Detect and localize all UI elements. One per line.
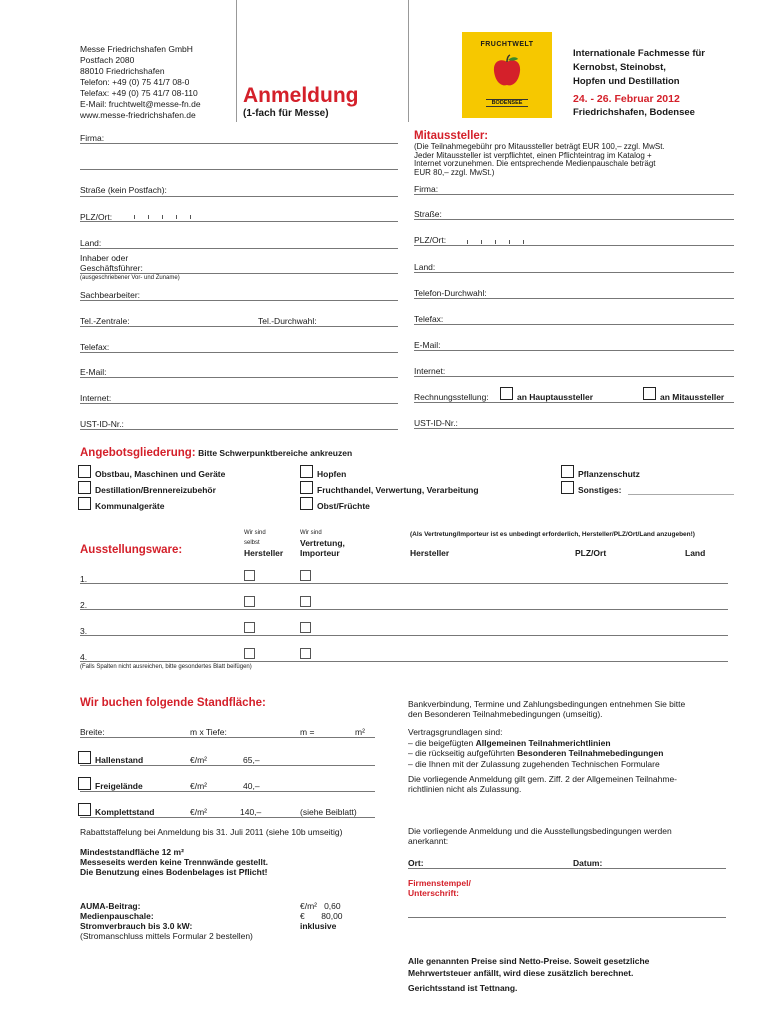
logo-top-text: FRUCHTWELT — [480, 41, 534, 48]
hallenstand-checkbox[interactable] — [78, 751, 91, 764]
strom-note: (Stromanschluss mittels Formular 2 bestellen) — [80, 931, 253, 941]
organizer-fax: Telefax: +49 (0) 75 41/7 08-110 — [80, 88, 198, 98]
dimensions-field[interactable] — [80, 737, 375, 738]
rechnung-haupt-checkbox[interactable] — [500, 387, 513, 400]
datum-label: Datum: — [573, 858, 603, 868]
vertrag-item-1-prefix: – die beigefügten — [408, 737, 476, 748]
col1-small-2: selbst — [244, 540, 260, 546]
organizer-address: Postfach 2080 — [80, 55, 135, 65]
row-2-line[interactable] — [80, 609, 728, 610]
freigelaende-line — [80, 791, 375, 792]
checkbox-obst[interactable] — [300, 497, 313, 510]
mindest-line-3: Die Benutzung eines Bodenbelages ist Pflicht! — [80, 867, 268, 877]
anerkannt-line-1: Die vorliegende Anmeldung und die Ausstellungsbedingungen werden — [408, 826, 672, 836]
row-4-number: 4. — [80, 652, 88, 662]
mit-telefon-field[interactable] — [414, 298, 734, 299]
mindest-block — [80, 847, 268, 877]
vertrag-item-3: – die Ihnen mit der Zulassung zugehenden Technischen Formulare — [408, 758, 660, 769]
tiefe-label: m x Tiefe: — [190, 727, 227, 737]
row-3-hersteller-checkbox[interactable] — [244, 622, 255, 633]
row-1-vertretung-checkbox[interactable] — [300, 570, 311, 581]
apple-icon — [491, 54, 523, 88]
event-block — [573, 47, 705, 120]
m2-label: m² — [355, 727, 365, 737]
label-fruchthandel: Fruchthandel, Verwertung, Verarbeitung — [317, 485, 479, 495]
strasse-field[interactable] — [80, 196, 398, 197]
telefax-field[interactable] — [80, 352, 398, 353]
mit-plz-label: PLZ/Ort: — [414, 235, 447, 245]
mit-email-label: E-Mail: — [414, 340, 441, 350]
checkbox-obstbau[interactable] — [78, 465, 91, 478]
internet-field[interactable] — [80, 403, 398, 404]
netto-block — [408, 955, 649, 994]
organizer-email: E-Mail: fruchtwelt@messe-fn.de — [80, 99, 201, 109]
auma-value: €/m² 0,60 — [300, 901, 341, 911]
label-sonstiges: Sonstiges: — [578, 485, 622, 495]
stempel-label — [408, 878, 471, 898]
rabatt-text: Rabattstaffelung bei Anmeldung bis 31. Juli 2011 (siehe 10b umseitig) — [80, 827, 343, 837]
mit-ust-field[interactable] — [414, 428, 734, 429]
mindest-line-2: Messeseits werden keine Trennwände gestellt. — [80, 857, 269, 867]
angebot-header — [80, 447, 352, 459]
label-pflanzenschutz: Pflanzenschutz — [578, 469, 640, 479]
col-hersteller: Hersteller — [410, 548, 450, 558]
email-label: E-Mail: — [80, 367, 107, 377]
mitaussteller-info-2: Jeder Mitaussteller ist verpflichtet, einen Pflichteintrag im Katalog + — [414, 150, 652, 160]
checkbox-kommunal[interactable] — [78, 497, 91, 510]
gilt-block — [408, 774, 677, 794]
row-2-vertretung-checkbox[interactable] — [300, 596, 311, 607]
netto-line-2: Mehrwertsteuer anfällt, wird diese zusätzlich berechnet. — [408, 968, 634, 978]
land-field[interactable] — [80, 248, 398, 249]
sachbearbeiter-label: Sachbearbeiter: — [80, 290, 141, 300]
komplettstand-line — [80, 817, 375, 818]
event-place: Friedrichshafen, Bodensee — [573, 107, 695, 118]
anerkannt-block — [408, 826, 672, 846]
vertrag-item-1 — [408, 738, 663, 749]
col-land: Land — [685, 548, 706, 558]
rechnung-haupt-label: an Hauptaussteller — [517, 392, 594, 402]
strom-value: inklusive — [300, 921, 337, 931]
checkbox-destillation[interactable] — [78, 481, 91, 494]
ort-datum-field[interactable] — [408, 868, 726, 869]
netto-line-1: Alle genannten Preise sind Netto-Preise. Soweit gesetzliche — [408, 956, 650, 966]
komplettstand-price: 140,– — [240, 807, 262, 817]
label-hopfen: Hopfen — [317, 469, 347, 479]
ausstellung-footnote: (Falls Spalten nicht ausreichen, bitte gesondertes Blatt beifügen) — [80, 664, 252, 670]
firma-field-2[interactable] — [80, 169, 398, 170]
checkbox-pflanzenschutz[interactable] — [561, 465, 574, 478]
rechnung-line — [414, 402, 734, 403]
row-4-hersteller-checkbox[interactable] — [244, 648, 255, 659]
row-1-line[interactable] — [80, 583, 728, 584]
checkbox-sonstiges[interactable] — [561, 481, 574, 494]
ausstellung-note: (Als Vertretung/Importeur ist es unbedingt erforderlich, Hersteller/PLZ/Ort/Land anzugeben!) — [410, 531, 695, 538]
label-kommunal: Kommunalgeräte — [95, 501, 165, 511]
vertrag-block — [408, 727, 663, 769]
event-line-1: Internationale Fachmesse für — [573, 48, 705, 59]
tel-zentrale-label: Tel.-Zentrale: — [80, 316, 130, 326]
col1-small-1: Wir sind — [244, 530, 266, 536]
inhaber-label-1: Inhaber oder — [80, 253, 129, 263]
mit-internet-label: Internet: — [414, 366, 446, 376]
row-1-hersteller-checkbox[interactable] — [244, 570, 255, 581]
mit-telefon-label: Telefon-Durchwahl: — [414, 288, 487, 298]
plz-digit-boxes[interactable] — [120, 215, 200, 219]
angebot-heading: Angebotsgliederung: — [80, 447, 196, 459]
tel-field[interactable] — [80, 326, 398, 327]
strom-label: Stromverbrauch bis 3.0 kW: — [80, 921, 193, 931]
vertrag-item-1-bold: Allgemeinen Teilnahmerichtlinien — [475, 737, 611, 748]
page-subtitle: (1-fach für Messe) — [243, 108, 329, 119]
row-4-vertretung-checkbox[interactable] — [300, 648, 311, 659]
row-3-number: 3. — [80, 626, 88, 636]
rechnung-label: Rechnungsstellung: — [414, 392, 489, 402]
row-4-line[interactable] — [80, 661, 728, 662]
mit-internet-field[interactable] — [414, 376, 734, 377]
label-obst: Obst/Früchte — [317, 501, 370, 511]
freigelaende-checkbox[interactable] — [78, 777, 91, 790]
event-line-2: Kernobst, Steinobst, — [573, 62, 666, 73]
page-title: Anmeldung — [243, 84, 359, 107]
row-1-number: 1. — [80, 574, 88, 584]
hallenstand-label: Hallenstand — [95, 755, 144, 765]
rechnung-mit-checkbox[interactable] — [643, 387, 656, 400]
ort-label: Ort: — [408, 858, 424, 868]
inhaber-label-2: Geschäftsführer: — [80, 263, 143, 273]
mit-land-label: Land: — [414, 262, 436, 272]
plz-label: PLZ/Ort: — [80, 212, 113, 222]
col-plz-ort: PLZ/Ort — [575, 548, 607, 558]
gilt-line-1: Die vorliegende Anmeldung gilt gem. Ziff. 2 der Allgemeinen Teilnahme- — [408, 774, 678, 784]
mit-strasse-label: Straße: — [414, 209, 442, 219]
event-dates: 24. - 26. Februar 2012 — [573, 93, 680, 105]
row-2-hersteller-checkbox[interactable] — [244, 596, 255, 607]
hallenstand-unit: €/m² — [190, 755, 207, 765]
tel-durchwahl-label: Tel.-Durchwahl: — [258, 316, 317, 326]
organizer-block — [80, 44, 201, 121]
email-field[interactable] — [80, 377, 398, 378]
mit-firma-label: Firma: — [414, 184, 439, 194]
komplettstand-label: Komplettstand — [95, 807, 155, 817]
firma-field[interactable] — [80, 143, 398, 144]
bank-line-2: den Besonderen Teilnahmebedingungen (umseitig). — [408, 709, 603, 719]
mitaussteller-info-1: (Die Teilnahmegebühr pro Mitaussteller beträgt EUR 100,– zzgl. MwSt. — [414, 142, 665, 151]
medien-label: Medienpauschale: — [80, 911, 154, 921]
mitaussteller-info-3: Internet vorzunehmen. Die entsprechende Medienpauschale beträgt — [414, 159, 656, 168]
mitaussteller-heading: Mitaussteller: — [414, 130, 489, 142]
angebot-hint: Bitte Schwerpunktbereiche ankreuzen — [198, 448, 353, 458]
gilt-line-2: richtlinien nicht als Zulassung. — [408, 784, 522, 794]
rechnung-mit-label: an Mitaussteller — [660, 392, 725, 402]
internet-label: Internet: — [80, 393, 112, 403]
anerkannt-line-2: anerkannt: — [408, 836, 449, 846]
mit-plz-field[interactable] — [414, 245, 734, 246]
inhaber-field[interactable] — [80, 273, 398, 274]
mit-firma-field[interactable] — [414, 194, 734, 195]
komplettstand-note: (siehe Beiblatt) — [300, 807, 357, 817]
vertrag-heading: Vertragsgrundlagen sind: — [408, 727, 503, 737]
telefax-label: Telefax: — [80, 342, 110, 352]
komplettstand-unit: €/m² — [190, 807, 207, 817]
checkbox-hopfen[interactable] — [300, 465, 313, 478]
logo-bottom-text: BODENSEE — [486, 99, 528, 107]
mit-plz-digit-boxes[interactable] — [453, 240, 533, 244]
signature-field[interactable] — [408, 917, 726, 918]
freigelaende-price: 40,– — [243, 781, 260, 791]
mindest-line-1: Mindeststandfläche 12 m² — [80, 847, 184, 857]
label-obstbau: Obstbau, Maschinen und Geräte — [95, 469, 226, 479]
organizer-phone: Telefon: +49 (0) 75 41/7 08-0 — [80, 77, 190, 87]
checkbox-fruchthandel[interactable] — [300, 481, 313, 494]
vertrag-item-2-prefix: – die rückseitig aufgeführten — [408, 748, 518, 758]
organizer-web: www.messe-friedrichshafen.de — [80, 110, 196, 120]
label-destillation: Destillation/Brennereizubehör — [95, 485, 216, 495]
freigelaende-unit: €/m² — [190, 781, 207, 791]
ust-label: UST-ID-Nr.: — [80, 419, 124, 429]
event-line-3: Hopfen und Destillation — [573, 76, 680, 87]
stand-heading: Wir buchen folgende Standfläche: — [80, 697, 266, 709]
hallenstand-price: 65,– — [243, 755, 260, 765]
organizer-city: 88010 Friedrichshafen — [80, 66, 165, 76]
col-vertretung-2: Importeur — [300, 548, 340, 558]
mit-strasse-field[interactable] — [414, 219, 734, 220]
medien-value: € 80,00 — [300, 911, 343, 921]
mitaussteller-info — [414, 143, 665, 177]
bank-line-1: Bankverbindung, Termine und Zahlungsbedingungen entnehmen Sie bitte — [408, 699, 686, 709]
m-eq-label: m = — [300, 727, 315, 737]
col-selbst-hersteller: Hersteller — [244, 548, 284, 558]
strasse-label: Straße (kein Postfach): — [80, 185, 167, 195]
inhaber-note: (ausgeschriebener Vor- und Zuname) — [80, 275, 180, 281]
komplettstand-checkbox[interactable] — [78, 803, 91, 816]
mit-ust-label: UST-ID-Nr.: — [414, 418, 458, 428]
stempel-line-2: Unterschrift: — [408, 888, 460, 898]
vertrag-item-2 — [408, 748, 663, 759]
mit-email-field[interactable] — [414, 350, 734, 351]
ausstellung-heading: Ausstellungsware: — [80, 544, 183, 556]
mit-telefax-field[interactable] — [414, 324, 734, 325]
sonstiges-field[interactable] — [628, 494, 734, 495]
plz-field[interactable] — [80, 221, 398, 222]
stempel-line-1: Firmenstempel/ — [408, 878, 471, 888]
organizer-name: Messe Friedrichshafen GmbH — [80, 44, 193, 54]
gerichtsstand: Gerichtsstand ist Tettnang. — [408, 983, 518, 993]
bank-info — [408, 699, 685, 719]
freigelaende-label: Freigelände — [95, 781, 143, 791]
row-3-line[interactable] — [80, 635, 728, 636]
col2-small: Wir sind — [300, 530, 322, 536]
row-2-number: 2. — [80, 600, 88, 610]
row-3-vertretung-checkbox[interactable] — [300, 622, 311, 633]
logo — [462, 32, 552, 118]
firma-label: Firma: — [80, 133, 105, 143]
mitaussteller-info-4: EUR 80,– zzgl. MwSt.) — [414, 167, 495, 177]
hallenstand-line — [80, 765, 375, 766]
mit-land-field[interactable] — [414, 272, 734, 273]
mit-telefax-label: Telefax: — [414, 314, 444, 324]
col-vertretung-1: Vertretung, — [300, 538, 345, 548]
land-label: Land: — [80, 238, 102, 248]
sachbearbeiter-field[interactable] — [80, 300, 398, 301]
ust-field[interactable] — [80, 429, 398, 430]
auma-label: AUMA-Beitrag: — [80, 901, 141, 911]
breite-label: Breite: — [80, 727, 105, 737]
vertrag-item-2-bold: Besonderen Teilnahmebedingungen — [517, 748, 664, 758]
